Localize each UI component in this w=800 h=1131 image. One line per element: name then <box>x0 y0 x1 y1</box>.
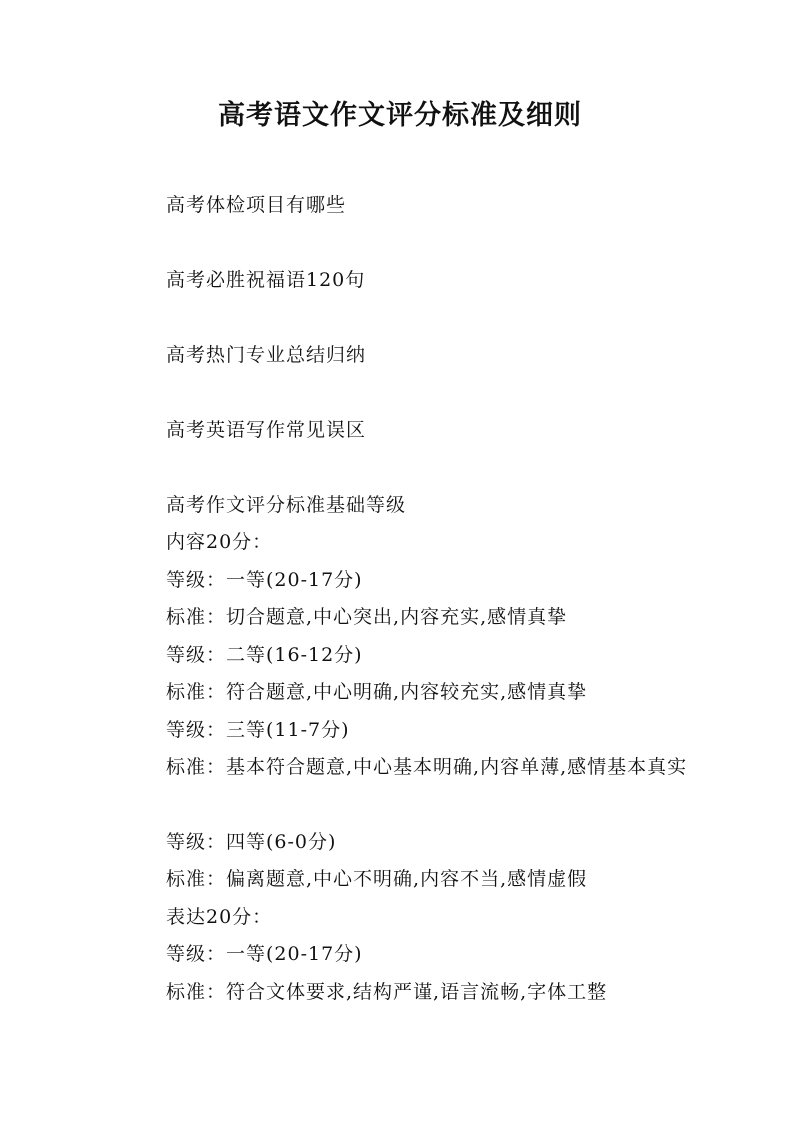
related-link-1[interactable]: 高考体检项目有哪些 <box>166 194 347 216</box>
standard-line: 标准：偏离题意,中心不明确,内容不当,感情虚假 <box>166 868 588 890</box>
grade-line: 等级：三等(11-7分) <box>166 719 350 741</box>
section-heading: 高考作文评分标准基础等级 <box>166 494 407 516</box>
standard-line: 标准：切合题意,中心突出,内容充实,感情真挚 <box>166 606 568 628</box>
related-link-4[interactable]: 高考英语写作常见误区 <box>166 419 367 441</box>
standard-line: 标准：符合文体要求,结构严谨,语言流畅,字体工整 <box>166 981 608 1003</box>
content-score-heading: 内容20分： <box>166 531 273 553</box>
expression-score-heading: 表达20分： <box>166 906 273 928</box>
page-title: 高考语文作文评分标准及细则 <box>218 100 582 131</box>
grade-line: 等级：一等(20-17分) <box>166 569 363 591</box>
standard-line: 标准：符合题意,中心明确,内容较充实,感情真挚 <box>166 681 588 703</box>
related-link-3[interactable]: 高考热门专业总结归纳 <box>166 344 367 366</box>
related-link-2[interactable]: 高考必胜祝福语120句 <box>166 269 366 291</box>
grade-line: 等级：四等(6-0分) <box>166 831 337 853</box>
grade-line: 等级：二等(16-12分) <box>166 644 363 666</box>
grade-line: 等级：一等(20-17分) <box>166 943 363 965</box>
standard-line-wrapped: 标准：基本符合题意,中心基本明确,内容单薄,感情基本真实 <box>166 756 688 778</box>
